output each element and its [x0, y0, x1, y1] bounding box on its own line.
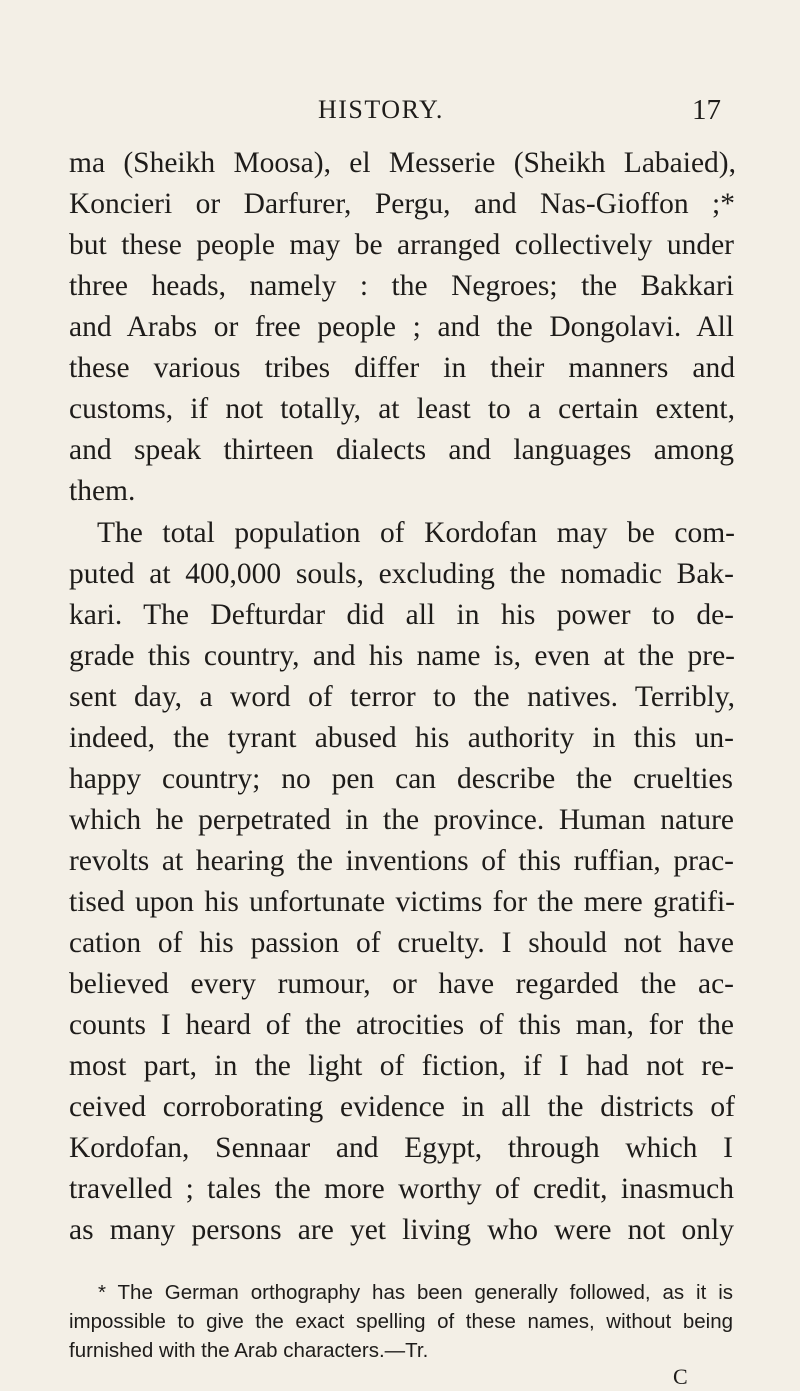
- footnote-line: * The German orthography has been generally followed, as it is: [98, 1281, 733, 1304]
- footnote-line: furnished with the Arab characters.—Tr.: [69, 1339, 429, 1362]
- body-line: which he perpetrated in the province. Human nature: [69, 804, 734, 836]
- body-line: three heads, namely : the Negroes; the Bakkari: [69, 270, 734, 302]
- body-line: as many persons are yet living who were not only: [69, 1214, 734, 1246]
- body-line: indeed, the tyrant abused his authority in this un-: [69, 722, 734, 754]
- footnote-line: impossible to give the exact spelling of these names, without being: [69, 1310, 733, 1333]
- body-line: customs, if not totally, at least to a certain extent,: [69, 393, 735, 425]
- body-line: revolts at hearing the inventions of this ruffian, prac-: [69, 845, 734, 877]
- body-line: The total population of Kordofan may be com-: [97, 517, 735, 549]
- body-line: them.: [69, 475, 136, 507]
- body-line: most part, in the light of fiction, if I had not re-: [69, 1050, 734, 1082]
- body-line: Kordofan, Sennaar and Egypt, through which I: [69, 1132, 733, 1164]
- running-head: [0, 94, 800, 126]
- body-line: kari. The Defturdar did all in his power to de-: [69, 599, 734, 631]
- body-line: and speak thirteen dialects and languages among: [69, 434, 734, 466]
- body-line: sent day, a word of terror to the natives. Terribly,: [69, 681, 735, 713]
- body-line: ma (Sheikh Moosa), el Messerie (Sheikh Labaied),: [69, 147, 736, 179]
- signature-mark: C: [673, 1364, 688, 1389]
- body-line: Koncieri or Darfurer, Pergu, and Nas-Gioffon ;*: [69, 188, 735, 220]
- body-line: believed every rumour, or have regarded the ac-: [69, 968, 734, 1000]
- body-line: tised upon his unfortunate victims for the mere gratifi-: [69, 886, 735, 918]
- body-line: grade this country, and his name is, even at the pre-: [69, 640, 735, 672]
- body-line: ceived corroborating evidence in all the districts of: [69, 1091, 735, 1123]
- body-line: counts I heard of the atrocities of this man, for the: [69, 1009, 734, 1041]
- body-line: happy country; no pen can describe the cruelties: [69, 763, 733, 795]
- body-line: puted at 400,000 souls, excluding the nomadic Bak-: [69, 558, 734, 590]
- running-head-title: HISTORY.: [318, 95, 444, 124]
- page-number: 17: [692, 94, 721, 126]
- body-line: but these people may be arranged collectively under: [69, 229, 734, 261]
- body-line: cation of his passion of cruelty. I should not have: [69, 927, 734, 959]
- body-line: and Arabs or free people ; and the Dongolavi. All: [69, 311, 734, 343]
- body-line: travelled ; tales the more worthy of credit, inasmuch: [69, 1173, 734, 1205]
- body-line: these various tribes differ in their manners and: [69, 352, 735, 384]
